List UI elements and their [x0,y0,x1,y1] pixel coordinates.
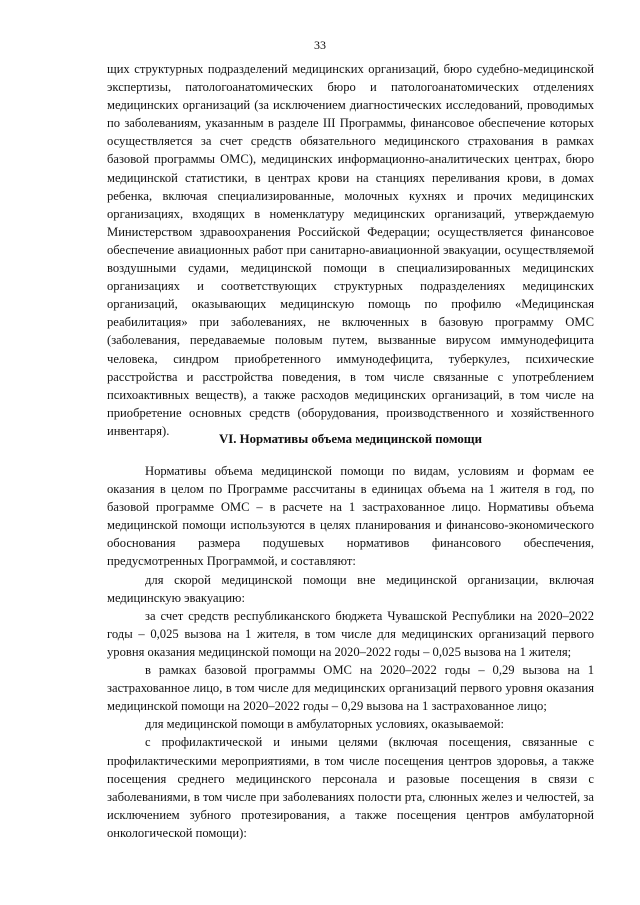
paragraph: в рамках базовой программы ОМС на 2020–2022 годы – 0,29 вызова на 1 застрахованное лицо, в том числе для медицинских организаций первого уровня оказания медицинской помощи на 2020–2022 годы – 0,29 вызова на 1 застрахованное лицо; [107,663,594,714]
paragraph: Нормативы объема медицинской помощи по видам, условиям и формам ее оказания в целом по Программе рассчитаны в единицах объема на 1 жителя в год, по базовой программе ОМС – в расчете на 1 застрахованное лицо. Нормативы объема медицинской помощи используются в целях планирования и финансово-экономического обоснования размера подушевых нормативов финансового обеспечения, предусмотренных Программой, и составляют: [107,464,594,569]
page-number: 33 [314,38,326,52]
top-paragraph: щих структурных подразделений медицинских организаций, бюро судебно-медицинской экспертизы, патологоанатомических бюро и патологоанатомических отделениях медицинских организаций (за исключением диагностических исследований, проводимых по заболеваниям, указанным в разделе III Программы, финансовое обеспечение которых осуществляется за счет средств обязательного медицинского страхования в рамках базовой программы ОМС), медицинских информационно-аналитических центрах, бюро медицинской статистики, в центрах крови на станциях переливания крови, в домах ребенка, включая специализированные, молочных кухнях и прочих медицинских организациях, входящих в номенклатуру медицинских организаций, утверждаемую Министерством здравоохранения Российской Федерации; осуществляется финансовое обеспечение авиационных работ при санитарно-авиационной эвакуации, осуществляемой воздушными судами, медицинской помощи в специализированных медицинских организациях и соответствующих структурных подразделениях медицинских организаций, оказывающих медицинскую помощь по профилю «Медицинская реабилитация» при заболеваниях, не включенных в базовую программу ОМС (заболевания, передаваемые половым путем, вызванные вирусом иммунодефицита человека, синдром приобретенного иммунодефицита, туберкулез, психические расстройства и расстройства поведения, в том числе связанные с употреблением психоактивных веществ), а также расходов медицинских организаций, в том числе на приобретение основных средств (оборудования, производственного и хозяйственного инвентаря). [107,62,594,438]
paragraph: с профилактической и иными целями (включая посещения, связанные с профилактическими мероприятиями, в том числе посещения центров здоровья, а также посещения среднего медицинского персонала и разовые посещения в связи с заболеваниями, в том числе при заболеваниях полости рта, слюнных желез и челюстей, за исключением зубного протезирования, а также посещения центров амбулаторной онкологической помощи): [107,735,594,840]
paragraph: за счет средств республиканского бюджета Чувашской Республики на 2020–2022 годы – 0,025 вызова на 1 жителя, в том числе для медицинских организаций первого уровня оказания медицинской помощи на 2020–2022 годы – 0,025 вызова на 1 жителя; [107,608,594,659]
paragraph: для скорой медицинской помощи вне медицинской организации, включая медицинскую эвакуацию: [107,572,594,605]
section-body [107,462,594,842]
top-text-block [107,60,594,440]
section-heading: VI. Нормативы объема медицинской помощи [219,432,482,446]
paragraph: для медицинской помощи в амбулаторных условиях, оказываемой: [145,717,505,732]
